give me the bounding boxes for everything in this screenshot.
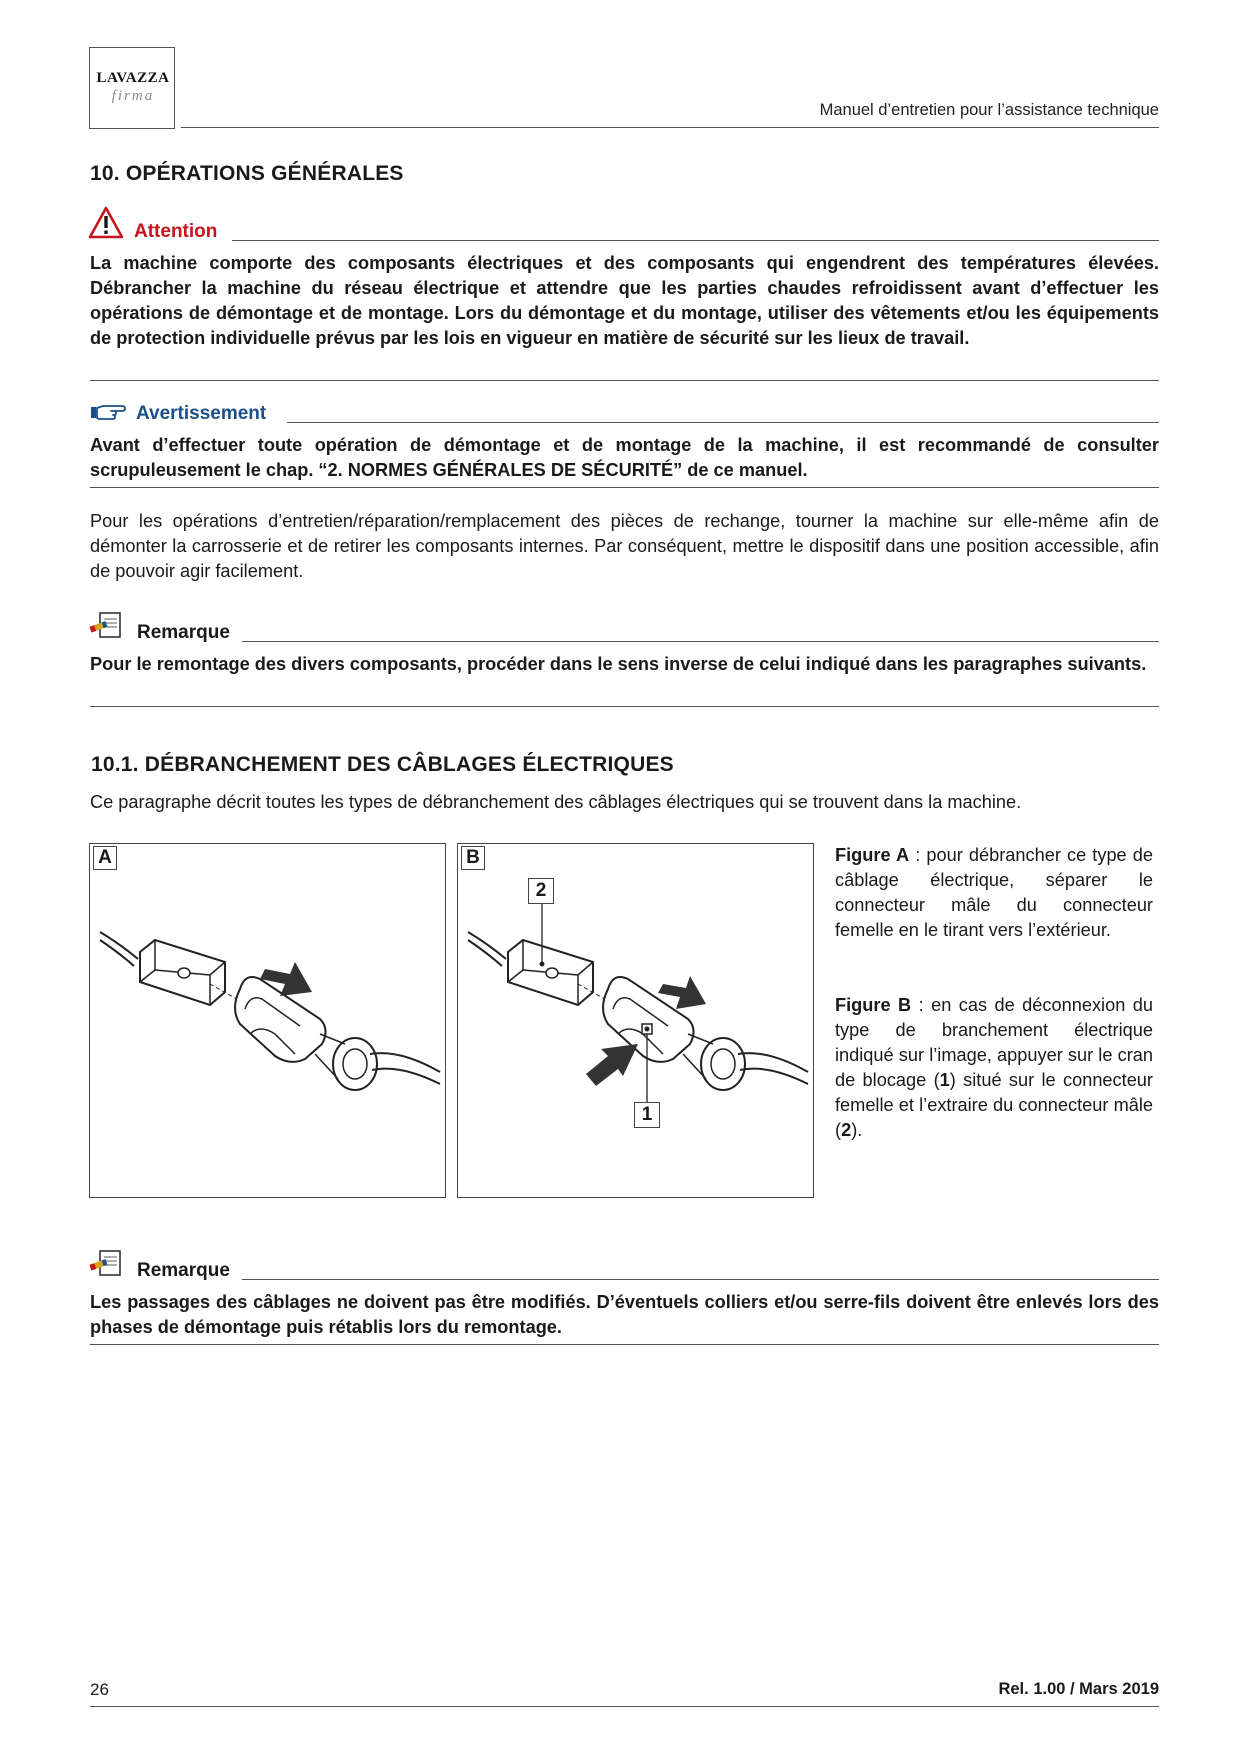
remarque-2-bottom-rule (90, 1344, 1159, 1345)
figure-b-caption-part3: ). (851, 1120, 863, 1140)
callout-1: 1 (634, 1102, 660, 1128)
callout-2: 2 (528, 878, 554, 904)
remarque-1-label: Remarque (137, 622, 230, 643)
avertissement-text: Avant d’effectuer toute opération de démontage et de montage de la machine, il est recommandé de consulter scrupuleusement le chap. “2. NORMES GÉNÉRALES DE SÉCURITÉ” de ce manuel. (90, 435, 1159, 480)
attention-bottom-rule (90, 380, 1159, 381)
figure-b-label: B (461, 846, 485, 870)
note-icon (89, 611, 123, 639)
figure-b-illustration (458, 844, 813, 1197)
figure-b-caption-part2: ) situé sur le connecteur femelle et l’extraire du connecteur mâle ( (835, 1070, 1153, 1140)
figure-b-caption-title: Figure B (835, 995, 912, 1015)
logo-wordmark: LAVAZZA (96, 70, 170, 86)
section-title: 10. OPÉRATIONS GÉNÉRALES (90, 162, 404, 185)
header-rule (181, 127, 1159, 128)
subsection-title: 10.1. DÉBRANCHEMENT DES CÂBLAGES ÉLECTRIQUES (91, 753, 674, 776)
attention-label: Attention (134, 221, 218, 242)
figure-a-label: A (93, 846, 117, 870)
remarque-1-rule (242, 641, 1159, 642)
figure-a (89, 843, 446, 1198)
avertissement-label: Avertissement (136, 403, 267, 424)
avertissement-rule (287, 422, 1159, 423)
remarque-2-rule (242, 1279, 1159, 1280)
warning-triangle-icon (88, 206, 124, 239)
figure-b-caption (835, 993, 1153, 1143)
figure-b-caption-num2: 2 (841, 1120, 852, 1140)
attention-rule (232, 240, 1159, 241)
figure-b (457, 843, 814, 1198)
remarque-1-bottom-rule (90, 706, 1159, 707)
remarque-2-text: Les passages des câblages ne doivent pas être modifiés. D’éventuels colliers et/ou serre-fils doivent être enlevés lors des phases de démontage puis rétablis lors du remontage. (90, 1292, 1159, 1337)
pointing-hand-icon (89, 402, 127, 422)
figure-a-illustration (90, 844, 445, 1197)
footer-rule (90, 1706, 1159, 1707)
avertissement-bottom-rule (90, 487, 1159, 488)
note-icon (89, 1249, 123, 1277)
figure-a-caption-text: : pour débrancher ce type de câblage électrique, séparer le connecteur mâle du connecteur femelle en le tirant vers l’extérieur. (835, 845, 1153, 940)
figure-b-caption-part1: : en cas de déconnexion du type de branchement électrique indiqué sur l’image, appuyer sur le cran de blocage ( (835, 995, 1153, 1090)
remarque-1-text: Pour le remontage des divers composants, procéder dans le sens inverse de celui indiqué dans les paragraphes suivants. (90, 654, 1147, 674)
manual-title: Manuel d’entretien pour l’assistance technique (819, 101, 1159, 119)
subsection-intro: Ce paragraphe décrit toutes les types de débranchement des câblages électriques qui se trouvent dans la machine. (90, 792, 1022, 812)
figure-b-caption-num1: 1 (939, 1070, 950, 1090)
attention-text: La machine comporte des composants électriques et des composants qui engendrent des températures élevées. Débrancher la machine du réseau électrique et attendre que les parties chaudes refroidissent avant d’effectuer les opérations de démontage et de montage. Lors du démontage et du montage, utiliser des vêtements et/ou les équipements de protection individuelle prévus par les lois en vigueur en matière de sécurité sur les lieux de travail. (90, 253, 1159, 348)
logo-subtitle: firma (111, 88, 155, 104)
release-info: Rel. 1.00 / Mars 2019 (998, 1680, 1159, 1698)
intro-paragraph: Pour les opérations d’entretien/réparation/remplacement des pièces de rechange, tourner la machine sur elle-même afin de démonter la carrosserie et de retirer les composants internes. Par conséquent, mettre le dispositif dans une position accessible, afin de pouvoir agir facilement. (90, 511, 1159, 581)
figure-a-caption-title: Figure A (835, 845, 910, 865)
brand-logo (89, 47, 175, 129)
page-number: 26 (90, 1680, 109, 1699)
figure-a-caption (835, 843, 1153, 943)
remarque-2-label: Remarque (137, 1260, 230, 1281)
